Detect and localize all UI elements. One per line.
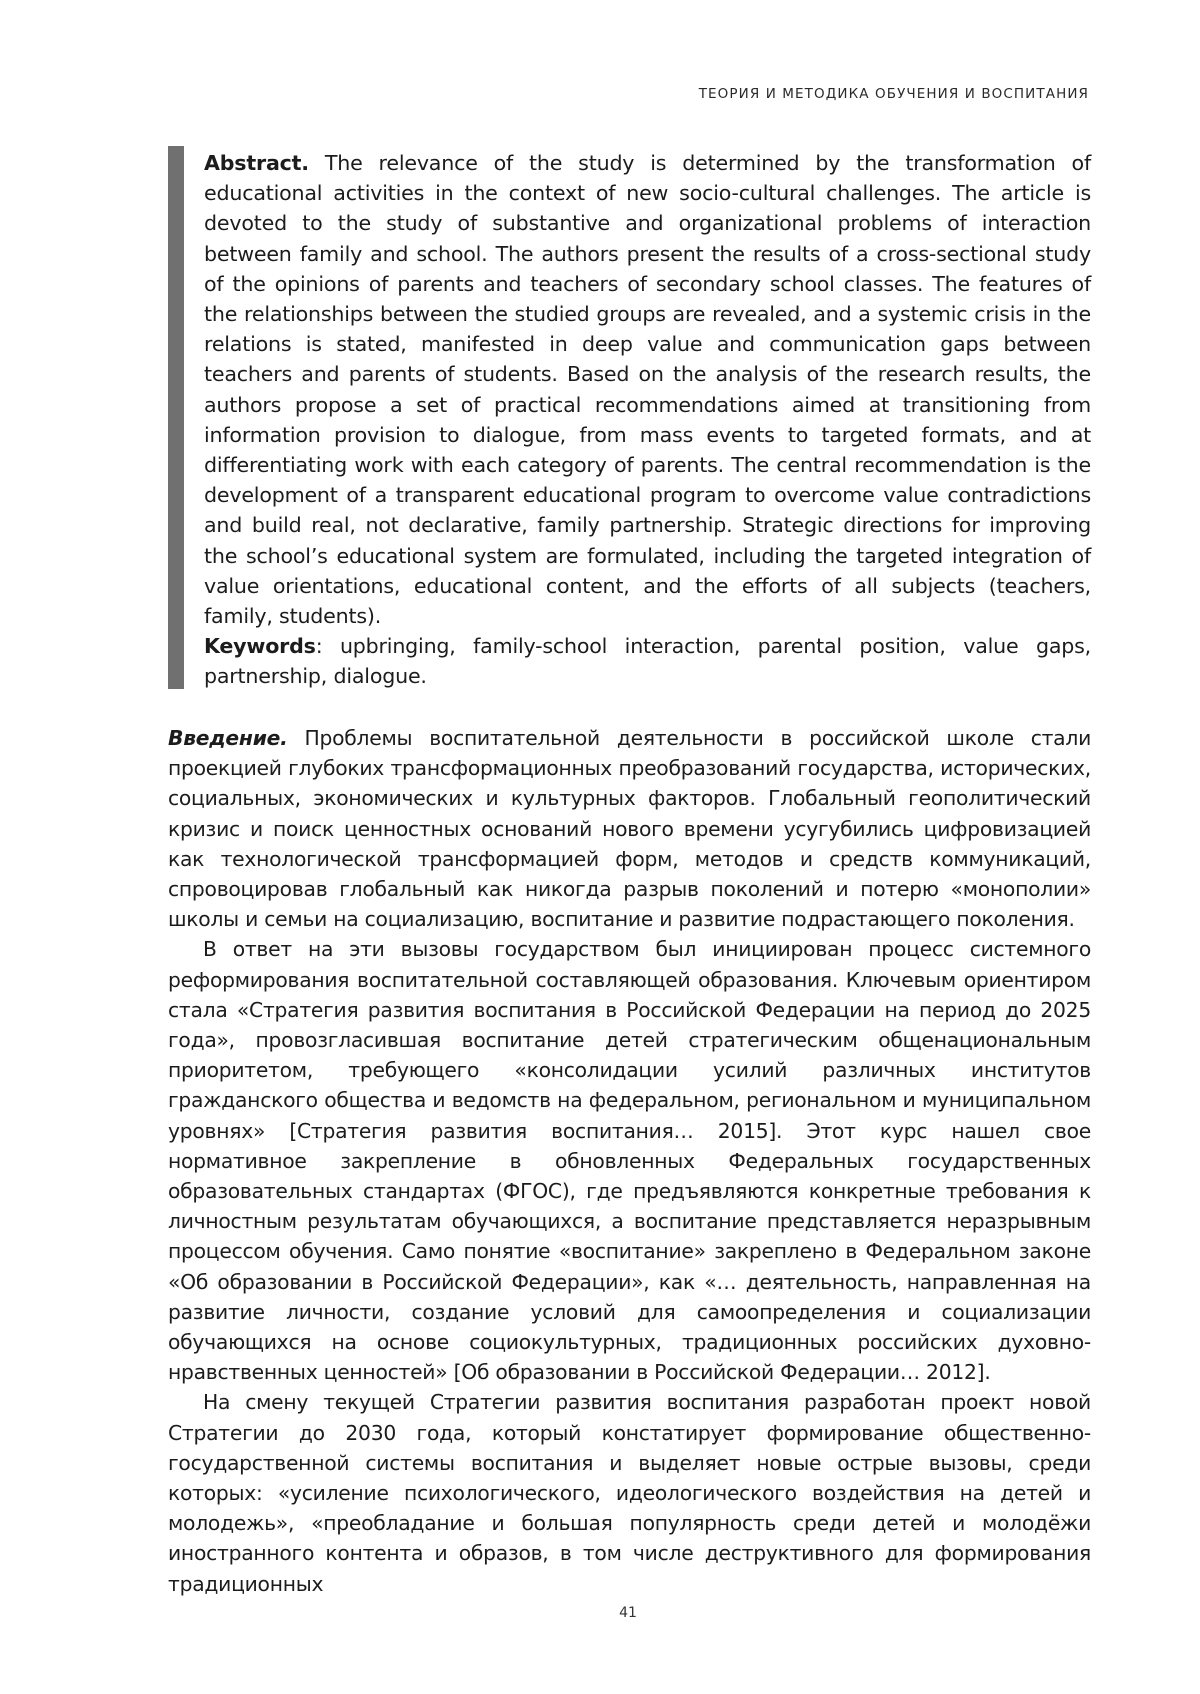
intro-paragraph-1 [168,723,1091,934]
keywords-label: Keywords [204,634,316,659]
abstract-text: The relevance of the study is determined by the transformation of educational activities in the context of new socio-cultural challenges. The article is devoted to the study of substantive and organizational problems of interaction between family and school. The authors present the results of a cross-sectional study of the opinions of parents and teachers of secondary school classes. The features of the relationships between the studied groups are revealed, and a systemic crisis in the relations is stated, manifested in deep value and communication gaps between teachers and parents of students. Based on the analysis of the research results, the authors propose a set of practical recommendations aimed at transitioning from information provision to dialogue, from mass events to targeted formats, and at differentiating work with each category of parents. The central recommendation is the development of a transparent educational program to overcome value contradictions and build real, not declarative, family partnership. Strategic directions for improving the school’s educational system are formulated, including the targeted integration of value orientations, educational content, and the efforts of all subjects (teachers, family, students). [204,151,1091,629]
intro-paragraph-2: В ответ на эти вызовы государством был инициирован процесс системного реформирования воспитательной составляющей образования. Ключевым ориентиром стала «Стратегия развития воспитания в Российской Федерации на период до 2025 года», провозгласившая воспитание детей стратегическим общенациональным приоритетом, требующего «консолидации усилий различных институтов гражданского общества и ведомств на федеральном, региональном и муниципальном уровнях» [Стратегия развития воспитания… 2015]. Этот курс нашел свое нормативное закрепление в обновленных Федеральных государственных образовательных стандартах (ФГОС), где предъявляются конкретные требования к личностным результатам обучающихся, а воспитание представляется неразрывным процессом обучения. Само понятие «воспитание» закреплено в Федеральном законе «Об образовании в Российской Федерации», как «… деятельность, направленная на развитие личности, создание условий для самоопределения и социализации обучающихся на основе социокультурных, традиционных российских духовно-нравственных ценностей» [Об образовании в Российской Федерации… 2012]. [168,937,1091,1385]
abstract-paragraph [204,148,1091,631]
abstract-block [204,148,1091,692]
abstract-sidebar-bar [168,146,184,689]
intro-label: Введение. [168,726,288,750]
running-head: ТЕОРИЯ И МЕТОДИКА ОБУЧЕНИЯ И ВОСПИТАНИЯ [698,86,1089,102]
page-number: 41 [619,1605,637,1621]
abstract-label: Abstract. [204,151,309,175]
introduction-section [168,723,1091,1599]
intro-paragraph-1-text: Проблемы воспитательной деятельности в российской школе стали проекцией глубоких трансформационных преобразований государства, исторических, социальных, экономических и культурных факторов. Глобальный геополитический кризис и поиск ценностных оснований нового времени усугубились цифровизацией как технологической трансформацией форм, методов и средств коммуникаций, спровоцировав глобальный как никогда разрыв поколений и потерю «монополии» школы и семьи на социализацию, воспитание и развитие подрастающего поколения. [168,726,1091,932]
keywords-text: : upbringing, family-school interaction, parental position, value gaps, partnership, dialogue. [204,634,1091,689]
intro-paragraph-3: На смену текущей Стратегии развития воспитания разработан проект новой Стратегии до 2030 года, который констатирует формирование общественно-государственной системы воспитания и выделяет новые острые вызовы, среди которых: «усиление психологического, идеологического воздействия на детей и молодежь», «преобладание и большая популярность среди детей и молодёжи иностранного контента и образов, в том числе деструктивного для формирования традиционных [168,1390,1091,1596]
keywords-paragraph [204,631,1091,691]
